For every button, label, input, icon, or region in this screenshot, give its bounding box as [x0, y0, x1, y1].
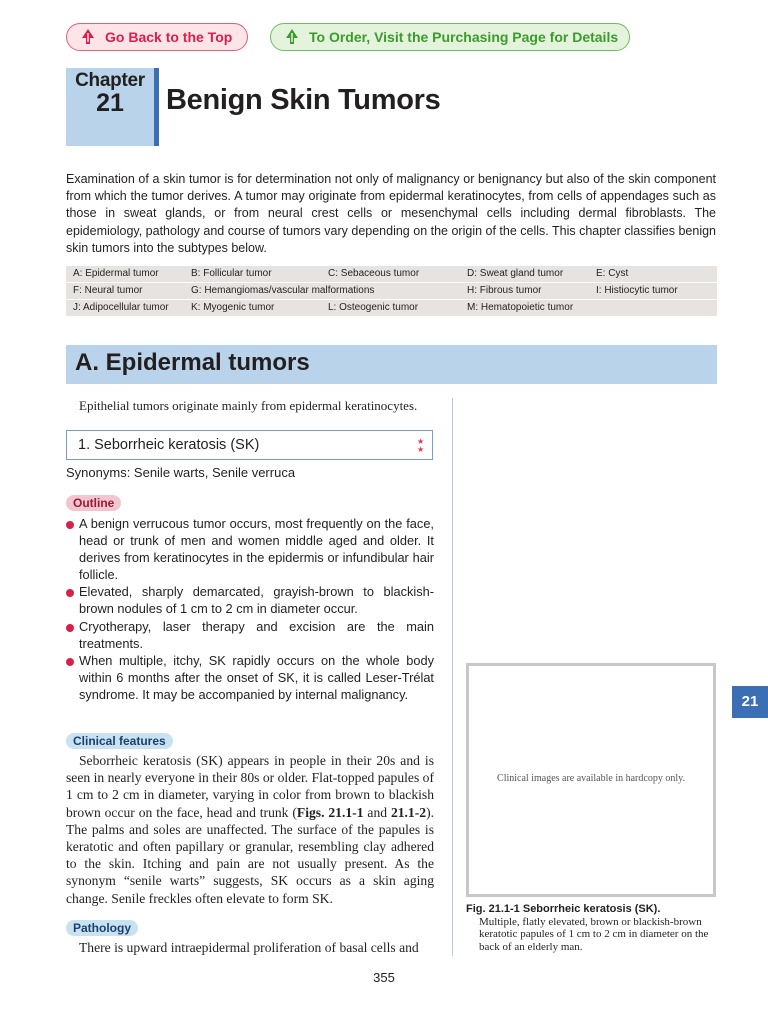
synonyms: Synonyms: Senile warts, Senile verruca [66, 465, 296, 480]
pathology-label: Pathology [66, 920, 138, 936]
figure-caption [466, 903, 718, 953]
list-item [66, 583, 434, 617]
column-divider [452, 398, 453, 956]
order-purchasing-button[interactable] [270, 23, 630, 51]
go-back-label: Go Back to the Top [105, 29, 233, 45]
table-row [66, 300, 717, 316]
bullet-icon [66, 624, 74, 632]
table-cell: D: Sweat gland tumor [467, 268, 564, 279]
page-number: 355 [373, 970, 395, 985]
table-cell: G: Hemangiomas/vascular malformations [191, 285, 375, 296]
list-item [66, 652, 434, 703]
section-title: A. Epidermal tumors [75, 349, 310, 376]
chapter-label: Chapter [75, 70, 145, 91]
importance-stars-icon: ★ ★ [417, 437, 425, 454]
figure-placeholder-text: Clinical images are available in hardcopy only. [497, 773, 685, 784]
table-cell: M: Hematopoietic tumor [467, 302, 574, 313]
bullet-icon [66, 521, 74, 529]
fountain-pen-icon [283, 28, 301, 46]
list-item-text: A benign verrucous tumor occurs, most frequently on the face, head or trunk of men and women middle aged and older. It derives from keratinocytes in the epidermis or infundibular hair follicle. [79, 516, 434, 582]
chapter-side-tab[interactable]: 21 [732, 686, 768, 718]
table-cell: E: Cyst [596, 268, 629, 279]
order-label: To Order, Visit the Purchasing Page for Details [309, 29, 619, 45]
chapter-title: Benign Skin Tumors [166, 84, 441, 116]
list-item [66, 515, 434, 583]
outline-label: Outline [66, 495, 121, 511]
table-cell: F: Neural tumor [73, 285, 143, 296]
table-cell: J: Adipocellular tumor [73, 302, 169, 313]
list-item-text: Cryotherapy, laser therapy and excision are the main treatments. [79, 619, 434, 651]
chapter-intro: Examination of a skin tumor is for determination not only of malignancy or benignancy but also of the skin component from which the tumor derives. A tumor may originate from epidermal keratinocytes, from cells of appendages such as those in sweat glands, or from neural crest cells or mesenchymal cells including dermal fibroblasts. The epidemiology, pathology and course of tumors vary depending on the origin of the cells. This chapter classifies benign skin tumors into the subtypes below. [66, 172, 716, 255]
table-cell: K: Myogenic tumor [191, 302, 275, 313]
figure-reference-link[interactable]: 21.1-2 [390, 804, 427, 820]
clinical-text-c: ). The palms and soles are unaffected. The surface of the papules is keratotic and often papillary or granular, resembling clay adhered to the skin. Itching and pain are not usually present. As the synonym “senile warts” suggests, SK occurs as a skin aging change. Senile freckles often elevate to form SK. [66, 804, 434, 906]
clinical-text-b: and [363, 804, 391, 820]
classification-table [66, 266, 717, 316]
figure-reference-link[interactable]: Figs. 21.1-1 [296, 804, 364, 820]
table-row [66, 266, 717, 283]
go-back-to-top-button[interactable] [66, 23, 248, 51]
list-item-text: When multiple, itchy, SK rapidly occurs on the whole body within 6 months after the onset of SK, it is called Leser-Trélat syndrome. It may be accompanied by internal malignancy. [79, 653, 434, 702]
table-cell: B: Follicular tumor [191, 268, 272, 279]
clinical-text-a: Seborrheic keratosis (SK) appears in people in their 20s and is seen in nearly everyone in their 80s or older. Flat-topped papules of 1 cm to 2 cm in diameter, varying in color from brown to blackish brown occur on the face, head and trunk ( [66, 753, 434, 820]
table-cell: C: Sebaceous tumor [328, 268, 420, 279]
fountain-pen-icon [79, 28, 97, 46]
figure-caption-text: Multiple, flatly elevated, brown or blackish-brown keratotic papules of 1 cm to 2 cm in diameter on the back of an elderly man. [479, 915, 709, 953]
bullet-icon [66, 589, 74, 597]
table-row [66, 283, 717, 300]
clinical-features-text [66, 752, 434, 907]
chapter-box [66, 68, 159, 146]
table-cell: I: Histiocytic tumor [596, 285, 678, 296]
pathology-text: There is upward intraepidermal proliferation of basal cells and [79, 940, 419, 955]
table-cell: A: Epidermal tumor [73, 268, 159, 279]
table-cell: L: Osteogenic tumor [328, 302, 419, 313]
table-cell: H: Fibrous tumor [467, 285, 542, 296]
subsection-title: 1. Seborrheic keratosis (SK) [78, 437, 260, 453]
section-lead: Epithelial tumors originate mainly from epidermal keratinocytes. [79, 398, 418, 413]
clinical-features-label: Clinical features [66, 733, 173, 749]
figure-caption-title: Fig. 21.1-1 Seborrheic keratosis (SK). [466, 903, 661, 915]
list-item [66, 618, 434, 652]
bullet-icon [66, 658, 74, 666]
chapter-number: 21 [96, 89, 124, 117]
list-item-text: Elevated, sharply demarcated, grayish-brown to blackish-brown nodules of 1 cm to 2 cm in diameter occur. [79, 584, 434, 616]
